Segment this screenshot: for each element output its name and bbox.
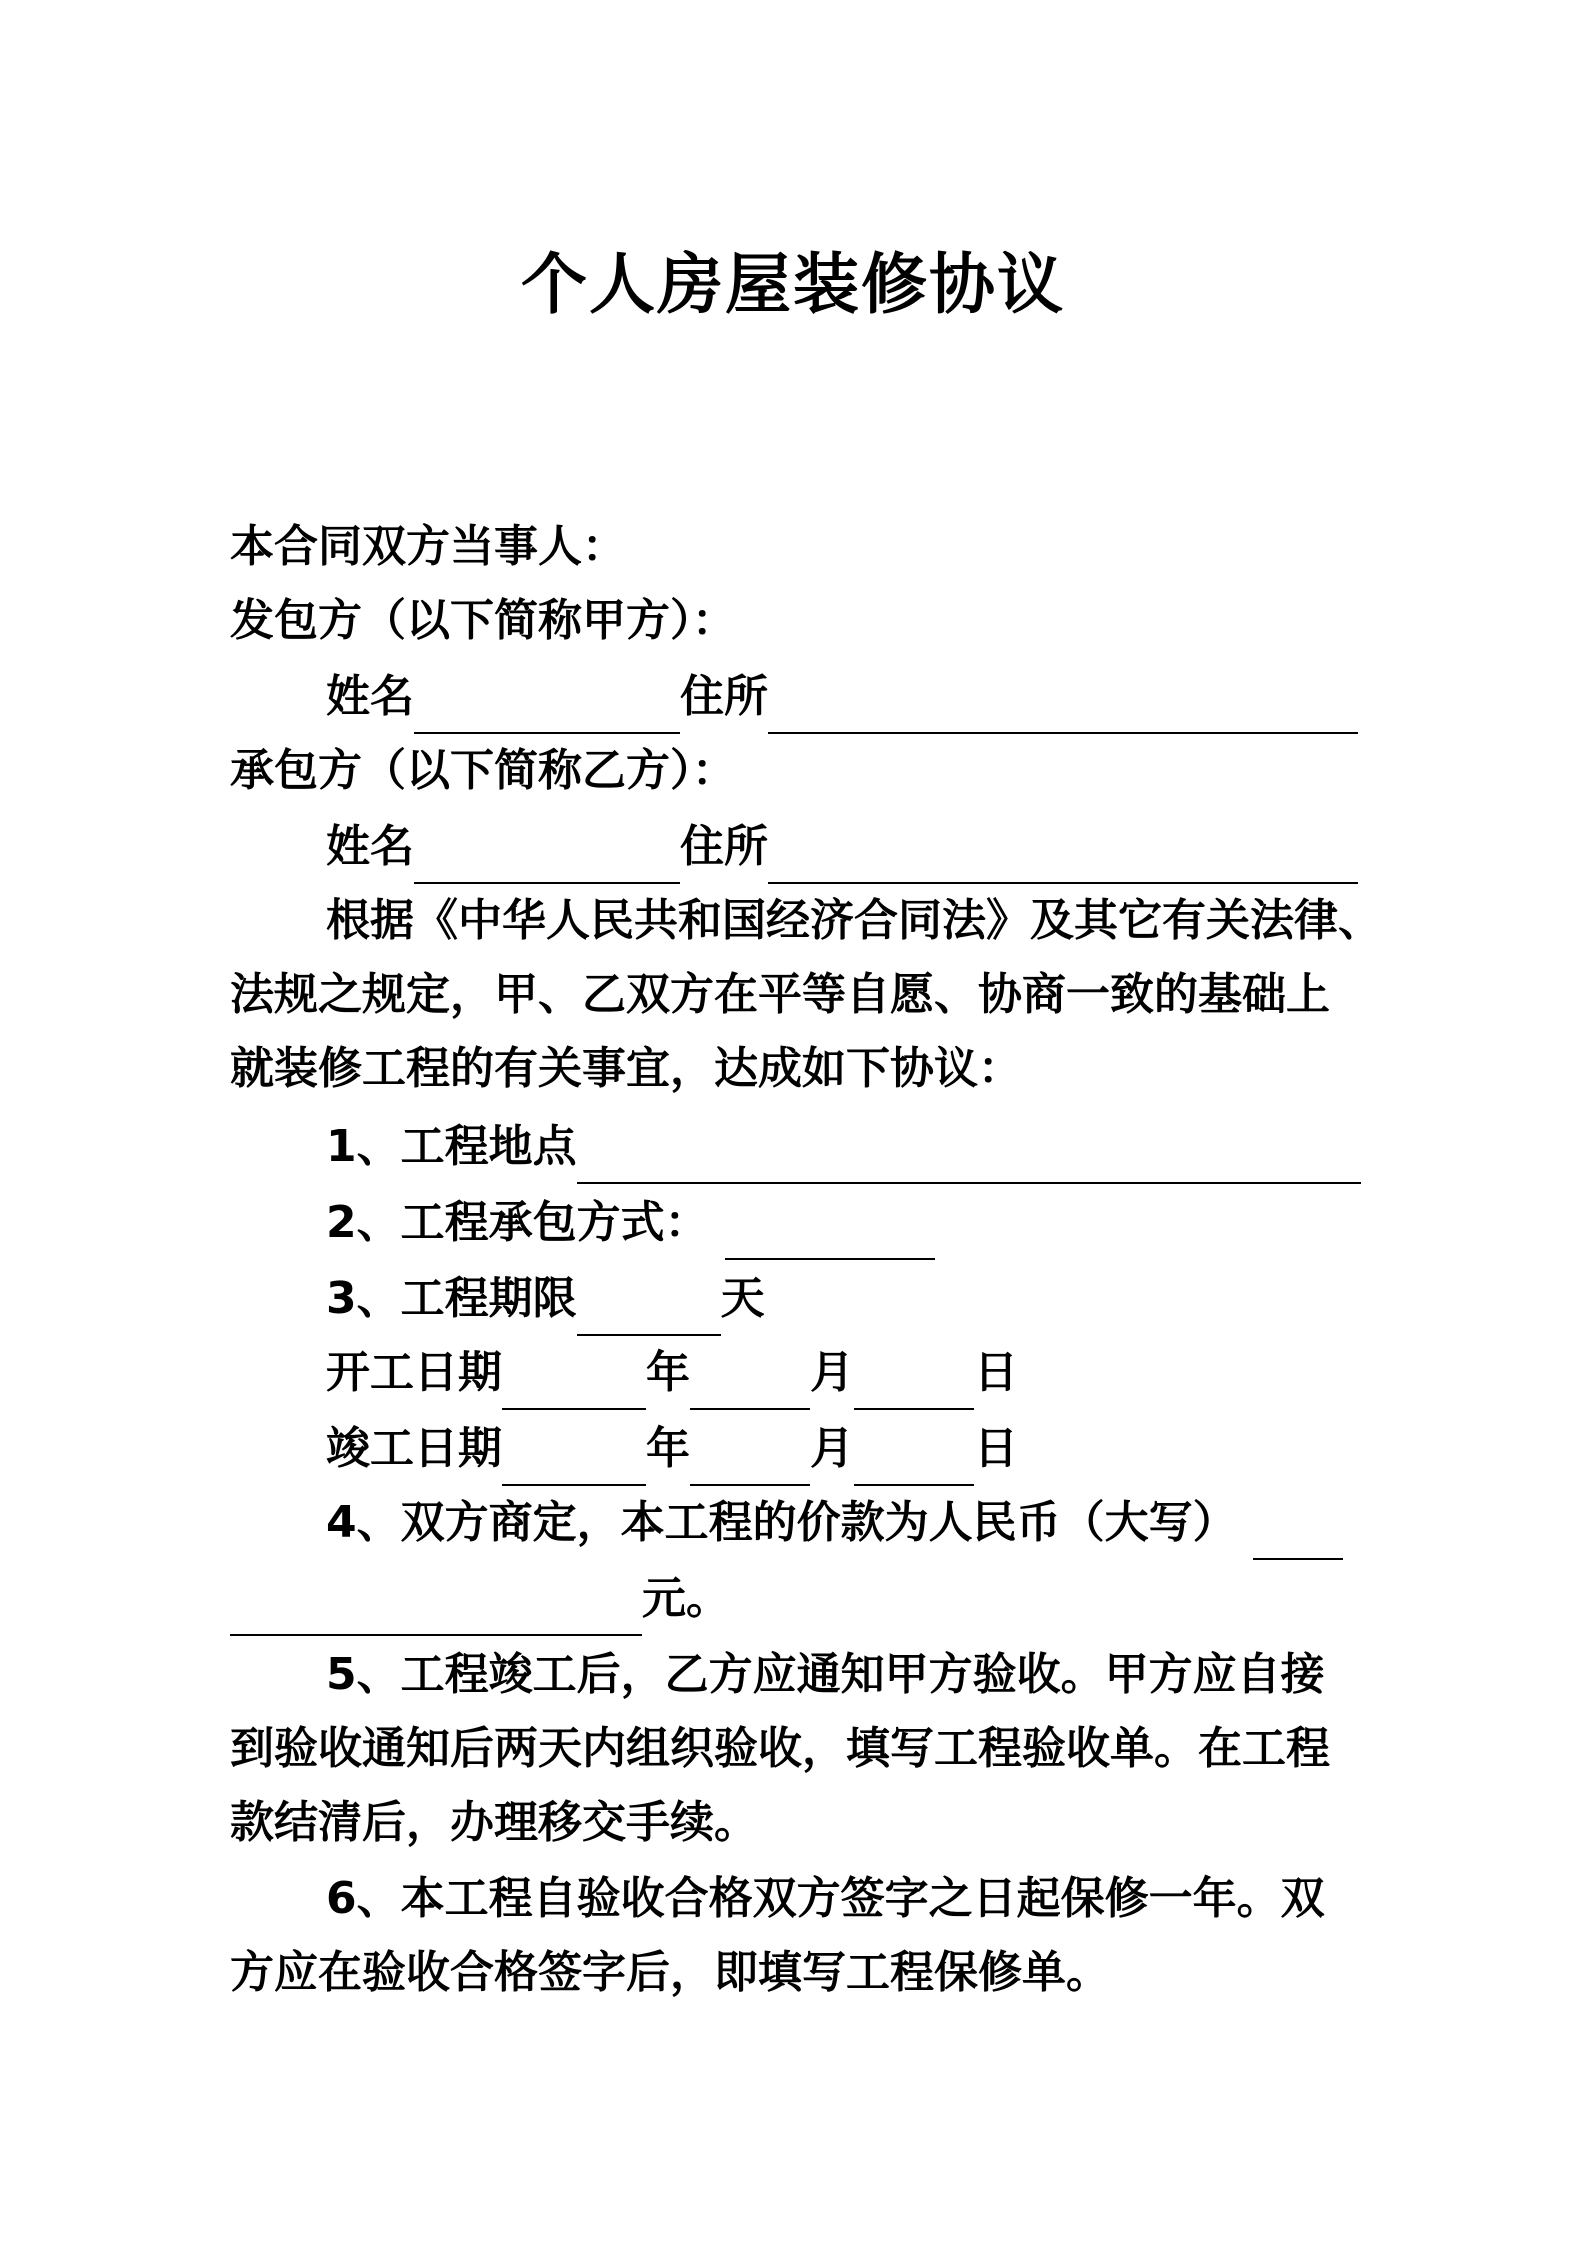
preamble-line-1: 根据《中华人民共和国经济合同法》及其它有关法律、	[326, 895, 1382, 946]
price-field-start[interactable]	[1253, 1496, 1343, 1560]
preamble-line-3: 就装修工程的有关事宜，达成如下协议：	[230, 1043, 1022, 1094]
party-a-heading: 发包方（以下简称甲方）：	[230, 595, 736, 646]
clause-3-row	[326, 1262, 1466, 1336]
contract-method-field[interactable]	[725, 1196, 935, 1260]
clause-6-line-2: 方应在验收合格签字后，即填写工程保修单。	[230, 1947, 1110, 1998]
clause-5-line-1: 5、工程竣工后，乙方应通知甲方验收。甲方应自接	[326, 1649, 1325, 1700]
party-b-name-field[interactable]	[414, 820, 680, 884]
start-day-field[interactable]	[854, 1346, 974, 1410]
clause-5-line-2: 到验收通知后两天内组织验收，填写工程验收单。在工程	[230, 1723, 1330, 1774]
end-day-unit: 日	[974, 1423, 1018, 1474]
party-b-address-label: 住所	[680, 821, 768, 872]
clause-2-row	[326, 1186, 1466, 1260]
end-year-unit: 年	[646, 1423, 690, 1474]
duration-days-field[interactable]	[577, 1272, 721, 1336]
party-a-info-row	[326, 660, 1466, 734]
end-day-field[interactable]	[854, 1422, 974, 1486]
end-month-field[interactable]	[690, 1422, 810, 1486]
start-year-unit: 年	[646, 1347, 690, 1398]
party-b-name-label: 姓名	[326, 821, 414, 872]
end-month-unit: 月	[810, 1423, 854, 1474]
clause-4-text: 4、双方商定，本工程的价款为人民币（大写）	[326, 1497, 1237, 1548]
document-title: 个人房屋装修协议	[521, 246, 1065, 323]
price-field-continued[interactable]	[230, 1572, 642, 1636]
clause-4-continuation	[230, 1562, 1370, 1636]
price-unit: 元。	[642, 1573, 730, 1624]
party-b-address-field[interactable]	[768, 820, 1358, 884]
party-a-name-label: 姓名	[326, 671, 414, 722]
party-b-heading: 承包方（以下简称乙方）：	[230, 745, 736, 796]
preamble-line-2: 法规之规定，甲、乙双方在平等自愿、协商一致的基础上	[230, 969, 1330, 1020]
start-month-unit: 月	[810, 1347, 854, 1398]
start-year-field[interactable]	[502, 1346, 646, 1410]
start-month-field[interactable]	[690, 1346, 810, 1410]
end-date-label: 竣工日期	[326, 1423, 502, 1474]
days-unit: 天	[720, 1273, 765, 1324]
start-date-label: 开工日期	[326, 1347, 502, 1398]
end-year-field[interactable]	[502, 1422, 646, 1486]
clause-6-line-1: 6、本工程自验收合格双方签字之日起保修一年。双	[326, 1873, 1325, 1924]
start-day-unit: 日	[974, 1347, 1018, 1398]
party-a-address-label: 住所	[680, 671, 768, 722]
clause-3-label: 3、工程期限	[326, 1273, 577, 1324]
clause-1-label: 1、工程地点	[326, 1121, 577, 1172]
parties-intro: 本合同双方当事人：	[230, 521, 626, 572]
clause-5-line-3: 款结清后，办理移交手续。	[230, 1797, 758, 1848]
start-date-row	[326, 1336, 1466, 1410]
party-a-name-field[interactable]	[414, 670, 680, 734]
project-location-field[interactable]	[577, 1120, 1361, 1184]
clause-2-label: 2、工程承包方式：	[326, 1197, 709, 1248]
clause-4-row	[326, 1486, 1466, 1560]
party-b-info-row	[326, 810, 1466, 884]
party-a-address-field[interactable]	[768, 670, 1358, 734]
end-date-row	[326, 1412, 1466, 1486]
clause-1-row	[326, 1110, 1466, 1184]
